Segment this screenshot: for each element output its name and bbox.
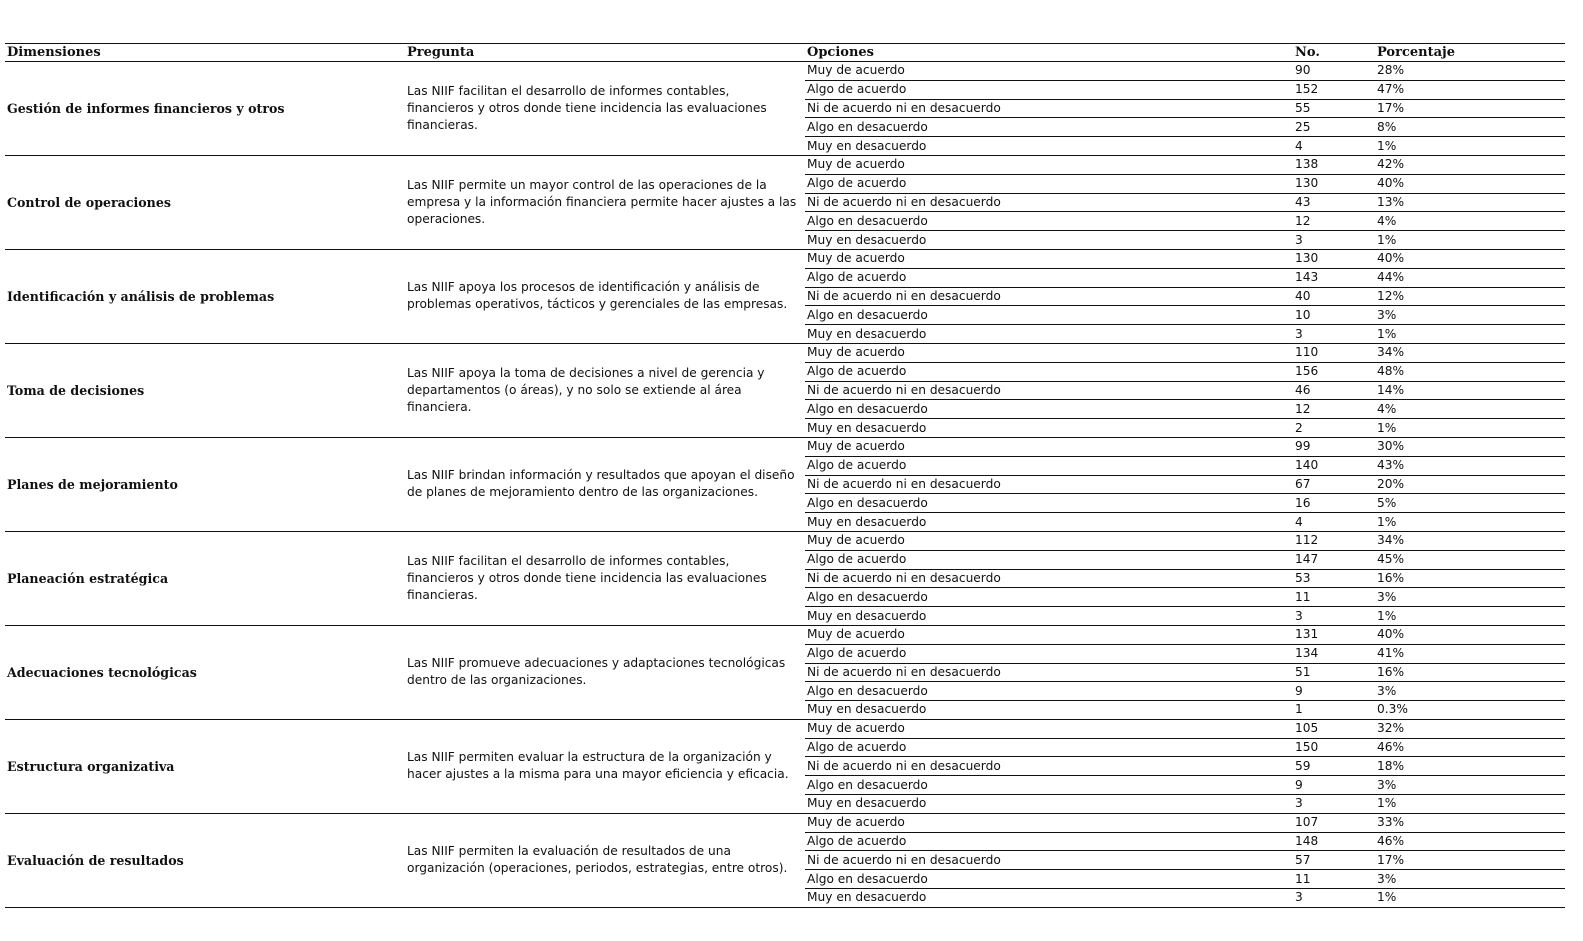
percentage-cell: 20%	[1375, 475, 1565, 494]
count-cell: 147	[1293, 550, 1375, 569]
option-cell: Ni de acuerdo ni en desacuerdo	[805, 851, 1293, 870]
option-cell: Algo en desacuerdo	[805, 494, 1293, 513]
table-row	[5, 437, 1565, 456]
dimension-cell: Planes de mejoramiento	[5, 437, 405, 531]
option-cell: Algo en desacuerdo	[805, 118, 1293, 137]
count-cell: 156	[1293, 362, 1375, 381]
count-cell: 1	[1293, 701, 1375, 720]
percentage-cell: 8%	[1375, 118, 1565, 137]
question-cell: Las NIIF apoya los procesos de identificación y análisis de problemas operativos, tácticos y gerenciales de las empresas.	[405, 249, 805, 343]
count-cell: 143	[1293, 268, 1375, 287]
percentage-cell: 45%	[1375, 550, 1565, 569]
option-cell: Muy en desacuerdo	[805, 889, 1293, 908]
percentage-cell: 17%	[1375, 851, 1565, 870]
option-cell: Muy de acuerdo	[805, 813, 1293, 832]
header-dimensiones: Dimensiones	[5, 44, 405, 62]
option-cell: Muy de acuerdo	[805, 155, 1293, 174]
percentage-cell: 40%	[1375, 249, 1565, 268]
option-cell: Algo en desacuerdo	[805, 306, 1293, 325]
option-cell: Ni de acuerdo ni en desacuerdo	[805, 99, 1293, 118]
percentage-cell: 46%	[1375, 738, 1565, 757]
count-cell: 130	[1293, 249, 1375, 268]
option-cell: Muy en desacuerdo	[805, 325, 1293, 344]
percentage-cell: 1%	[1375, 325, 1565, 344]
count-cell: 3	[1293, 325, 1375, 344]
count-cell: 2	[1293, 419, 1375, 438]
option-cell: Muy en desacuerdo	[805, 701, 1293, 720]
question-cell: Las NIIF brindan información y resultados que apoyan el diseño de planes de mejoramiento dentro de las organizaciones.	[405, 437, 805, 531]
count-cell: 59	[1293, 757, 1375, 776]
count-cell: 112	[1293, 531, 1375, 550]
percentage-cell: 40%	[1375, 174, 1565, 193]
option-cell: Ni de acuerdo ni en desacuerdo	[805, 475, 1293, 494]
percentage-cell: 43%	[1375, 456, 1565, 475]
header-row	[5, 44, 1565, 62]
option-cell: Algo de acuerdo	[805, 738, 1293, 757]
percentage-cell: 1%	[1375, 137, 1565, 156]
table-row	[5, 343, 1565, 362]
count-cell: 46	[1293, 381, 1375, 400]
count-cell: 16	[1293, 494, 1375, 513]
percentage-cell: 3%	[1375, 682, 1565, 701]
percentage-cell: 1%	[1375, 889, 1565, 908]
dimension-cell: Estructura organizativa	[5, 719, 405, 813]
count-cell: 130	[1293, 174, 1375, 193]
option-cell: Algo de acuerdo	[805, 550, 1293, 569]
header-opciones: Opciones	[805, 44, 1293, 62]
option-cell: Algo en desacuerdo	[805, 870, 1293, 889]
percentage-cell: 46%	[1375, 832, 1565, 851]
count-cell: 90	[1293, 62, 1375, 81]
table-row	[5, 813, 1565, 832]
percentage-cell: 17%	[1375, 99, 1565, 118]
percentage-cell: 33%	[1375, 813, 1565, 832]
count-cell: 40	[1293, 287, 1375, 306]
percentage-cell: 3%	[1375, 306, 1565, 325]
percentage-cell: 16%	[1375, 663, 1565, 682]
header-no: No.	[1293, 44, 1375, 62]
table-row	[5, 531, 1565, 550]
count-cell: 148	[1293, 832, 1375, 851]
percentage-cell: 14%	[1375, 381, 1565, 400]
option-cell: Algo de acuerdo	[805, 80, 1293, 99]
option-cell: Muy en desacuerdo	[805, 137, 1293, 156]
percentage-cell: 44%	[1375, 268, 1565, 287]
option-cell: Algo de acuerdo	[805, 456, 1293, 475]
option-cell: Ni de acuerdo ni en desacuerdo	[805, 287, 1293, 306]
option-cell: Muy de acuerdo	[805, 719, 1293, 738]
option-cell: Algo en desacuerdo	[805, 776, 1293, 795]
percentage-cell: 0.3%	[1375, 701, 1565, 720]
percentage-cell: 30%	[1375, 437, 1565, 456]
option-cell: Algo en desacuerdo	[805, 682, 1293, 701]
count-cell: 99	[1293, 437, 1375, 456]
count-cell: 105	[1293, 719, 1375, 738]
question-cell: Las NIIF facilitan el desarrollo de informes contables, financieros y otros donde tiene incidencia las evaluaciones financieras.	[405, 62, 805, 156]
percentage-cell: 3%	[1375, 776, 1565, 795]
percentage-cell: 18%	[1375, 757, 1565, 776]
count-cell: 12	[1293, 400, 1375, 419]
table-row	[5, 249, 1565, 268]
count-cell: 4	[1293, 137, 1375, 156]
percentage-cell: 16%	[1375, 569, 1565, 588]
percentage-cell: 4%	[1375, 400, 1565, 419]
count-cell: 140	[1293, 456, 1375, 475]
count-cell: 150	[1293, 738, 1375, 757]
survey-results-table	[5, 43, 1565, 908]
question-cell: Las NIIF permite un mayor control de las operaciones de la empresa y la información financiera permite hacer ajustes a las operaciones.	[405, 155, 805, 249]
question-cell: Las NIIF promueve adecuaciones y adaptaciones tecnológicas dentro de las organizaciones.	[405, 625, 805, 719]
question-cell: Las NIIF facilitan el desarrollo de informes contables, financieros y otros donde tiene incidencia las evaluaciones financieras.	[405, 531, 805, 625]
option-cell: Muy de acuerdo	[805, 531, 1293, 550]
option-cell: Muy en desacuerdo	[805, 231, 1293, 250]
count-cell: 53	[1293, 569, 1375, 588]
count-cell: 12	[1293, 212, 1375, 231]
count-cell: 25	[1293, 118, 1375, 137]
count-cell: 11	[1293, 588, 1375, 607]
count-cell: 55	[1293, 99, 1375, 118]
percentage-cell: 28%	[1375, 62, 1565, 81]
table-body	[5, 62, 1565, 908]
table-row	[5, 62, 1565, 81]
percentage-cell: 32%	[1375, 719, 1565, 738]
count-cell: 3	[1293, 607, 1375, 626]
count-cell: 9	[1293, 776, 1375, 795]
count-cell: 134	[1293, 644, 1375, 663]
count-cell: 57	[1293, 851, 1375, 870]
table-row	[5, 625, 1565, 644]
count-cell: 67	[1293, 475, 1375, 494]
percentage-cell: 1%	[1375, 795, 1565, 814]
option-cell: Muy en desacuerdo	[805, 607, 1293, 626]
option-cell: Ni de acuerdo ni en desacuerdo	[805, 757, 1293, 776]
percentage-cell: 3%	[1375, 870, 1565, 889]
count-cell: 10	[1293, 306, 1375, 325]
count-cell: 9	[1293, 682, 1375, 701]
dimension-cell: Identificación y análisis de problemas	[5, 249, 405, 343]
percentage-cell: 42%	[1375, 155, 1565, 174]
option-cell: Ni de acuerdo ni en desacuerdo	[805, 663, 1293, 682]
dimension-cell: Evaluación de resultados	[5, 813, 405, 907]
percentage-cell: 34%	[1375, 343, 1565, 362]
option-cell: Muy de acuerdo	[805, 62, 1293, 81]
table-header	[5, 44, 1565, 62]
percentage-cell: 1%	[1375, 419, 1565, 438]
percentage-cell: 13%	[1375, 193, 1565, 212]
option-cell: Algo de acuerdo	[805, 268, 1293, 287]
option-cell: Muy en desacuerdo	[805, 419, 1293, 438]
dimension-cell: Toma de decisiones	[5, 343, 405, 437]
count-cell: 3	[1293, 889, 1375, 908]
table-row	[5, 719, 1565, 738]
option-cell: Algo en desacuerdo	[805, 588, 1293, 607]
option-cell: Muy en desacuerdo	[805, 513, 1293, 532]
header-pregunta: Pregunta	[405, 44, 805, 62]
percentage-cell: 12%	[1375, 287, 1565, 306]
option-cell: Ni de acuerdo ni en desacuerdo	[805, 193, 1293, 212]
percentage-cell: 1%	[1375, 513, 1565, 532]
option-cell: Ni de acuerdo ni en desacuerdo	[805, 569, 1293, 588]
percentage-cell: 40%	[1375, 625, 1565, 644]
dimension-cell: Planeación estratégica	[5, 531, 405, 625]
option-cell: Muy de acuerdo	[805, 437, 1293, 456]
question-cell: Las NIIF apoya la toma de decisiones a nivel de gerencia y departamentos (o áreas), y no solo se extiende al área financiera.	[405, 343, 805, 437]
option-cell: Muy de acuerdo	[805, 343, 1293, 362]
count-cell: 110	[1293, 343, 1375, 362]
count-cell: 131	[1293, 625, 1375, 644]
percentage-cell: 4%	[1375, 212, 1565, 231]
percentage-cell: 5%	[1375, 494, 1565, 513]
percentage-cell: 48%	[1375, 362, 1565, 381]
question-cell: Las NIIF permiten la evaluación de resultados de una organización (operaciones, periodos, estrategias, entre otros).	[405, 813, 805, 907]
count-cell: 138	[1293, 155, 1375, 174]
percentage-cell: 1%	[1375, 607, 1565, 626]
option-cell: Algo de acuerdo	[805, 174, 1293, 193]
option-cell: Muy de acuerdo	[805, 625, 1293, 644]
survey-results-document	[5, 43, 1565, 908]
option-cell: Algo en desacuerdo	[805, 400, 1293, 419]
percentage-cell: 34%	[1375, 531, 1565, 550]
count-cell: 4	[1293, 513, 1375, 532]
count-cell: 43	[1293, 193, 1375, 212]
count-cell: 11	[1293, 870, 1375, 889]
table-row	[5, 155, 1565, 174]
dimension-cell: Control de operaciones	[5, 155, 405, 249]
count-cell: 3	[1293, 231, 1375, 250]
option-cell: Muy en desacuerdo	[805, 795, 1293, 814]
count-cell: 3	[1293, 795, 1375, 814]
percentage-cell: 1%	[1375, 231, 1565, 250]
option-cell: Algo de acuerdo	[805, 362, 1293, 381]
percentage-cell: 41%	[1375, 644, 1565, 663]
option-cell: Algo de acuerdo	[805, 832, 1293, 851]
count-cell: 51	[1293, 663, 1375, 682]
question-cell: Las NIIF permiten evaluar la estructura de la organización y hacer ajustes a la misma para una mayor eficiencia y eficacia.	[405, 719, 805, 813]
option-cell: Ni de acuerdo ni en desacuerdo	[805, 381, 1293, 400]
option-cell: Algo en desacuerdo	[805, 212, 1293, 231]
option-cell: Algo de acuerdo	[805, 644, 1293, 663]
dimension-cell: Adecuaciones tecnológicas	[5, 625, 405, 719]
count-cell: 107	[1293, 813, 1375, 832]
option-cell: Muy de acuerdo	[805, 249, 1293, 268]
percentage-cell: 3%	[1375, 588, 1565, 607]
header-porcentaje: Porcentaje	[1375, 44, 1565, 62]
count-cell: 152	[1293, 80, 1375, 99]
percentage-cell: 47%	[1375, 80, 1565, 99]
dimension-cell: Gestión de informes financieros y otros	[5, 62, 405, 156]
